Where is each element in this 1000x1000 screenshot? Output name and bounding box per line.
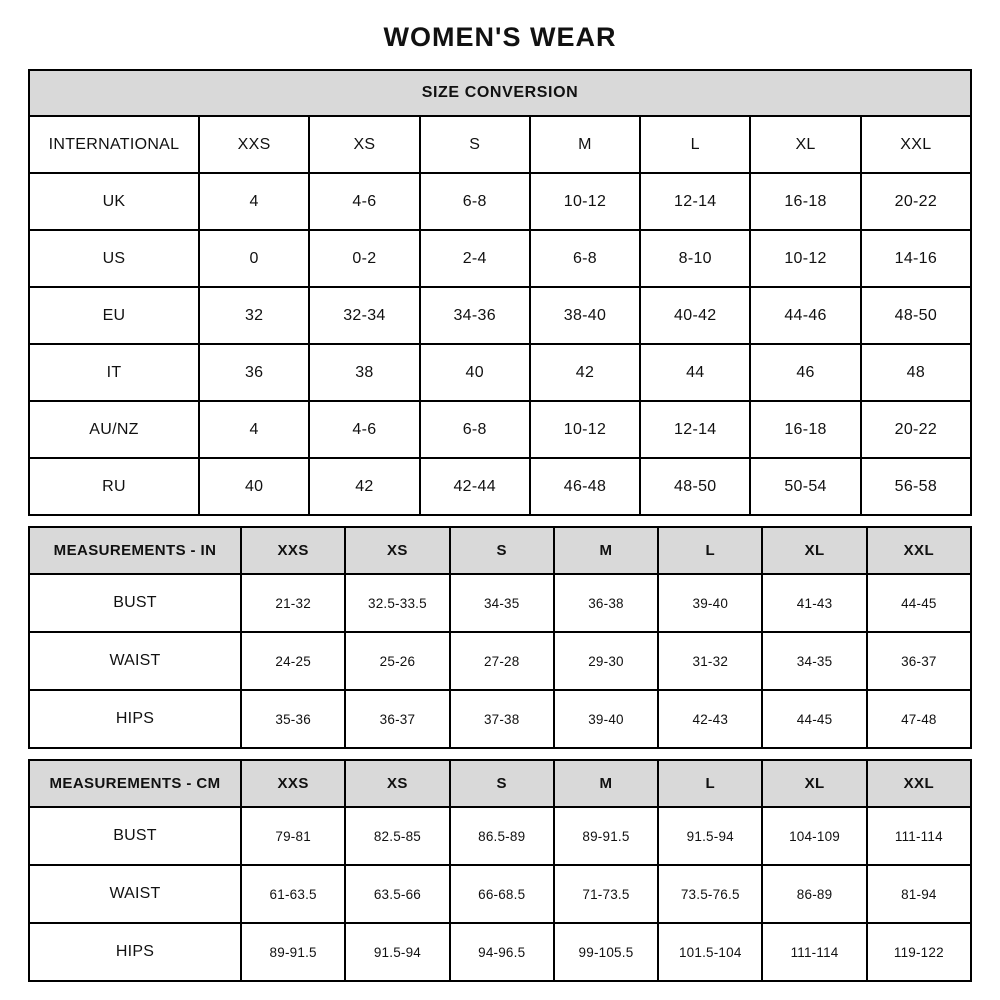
- size-header: XXS: [241, 760, 345, 807]
- measurement-cell: 39-40: [554, 690, 658, 748]
- size-cell: 38: [309, 344, 419, 401]
- size-cell: 46: [750, 344, 860, 401]
- size-cell: 32-34: [309, 287, 419, 344]
- measurement-cell: 24-25: [241, 632, 345, 690]
- size-cell: 42-44: [420, 458, 530, 515]
- size-header: XXS: [241, 527, 345, 574]
- size-cell: 36: [199, 344, 309, 401]
- measurement-cell: 34-35: [762, 632, 866, 690]
- measurement-cell: 89-91.5: [554, 807, 658, 865]
- table-row: [29, 173, 971, 230]
- size-cell: 16-18: [750, 401, 860, 458]
- table-row: [29, 807, 971, 865]
- size-header: M: [554, 527, 658, 574]
- size-cell: 4-6: [309, 173, 419, 230]
- size-cell: 8-10: [640, 230, 750, 287]
- size-header: L: [658, 527, 762, 574]
- measurement-cell: 71-73.5: [554, 865, 658, 923]
- size-cell: 6-8: [420, 401, 530, 458]
- measurement-cell: 36-37: [345, 690, 449, 748]
- measurements-in-title: MEASUREMENTS - IN: [29, 527, 241, 574]
- table-row: [29, 287, 971, 344]
- measurements-cm-header-row: [29, 760, 971, 807]
- size-cell: L: [640, 116, 750, 173]
- measurements-cm-table: [28, 759, 972, 982]
- measurement-cell: 82.5-85: [345, 807, 449, 865]
- size-cell: XS: [309, 116, 419, 173]
- table-row: [29, 865, 971, 923]
- measurement-cell: 61-63.5: [241, 865, 345, 923]
- measurement-cell: 99-105.5: [554, 923, 658, 981]
- measurement-cell: 91.5-94: [658, 807, 762, 865]
- measurement-cell: 34-35: [450, 574, 554, 632]
- size-cell: 40-42: [640, 287, 750, 344]
- measurement-cell: 47-48: [867, 690, 971, 748]
- measurement-cell: 39-40: [658, 574, 762, 632]
- row-label: BUST: [29, 807, 241, 865]
- measurement-cell: 73.5-76.5: [658, 865, 762, 923]
- measurement-cell: 32.5-33.5: [345, 574, 449, 632]
- measurement-cell: 94-96.5: [450, 923, 554, 981]
- size-conversion-title-row: [29, 70, 971, 116]
- size-cell: 6-8: [530, 230, 640, 287]
- measurement-cell: 111-114: [762, 923, 866, 981]
- row-label: WAIST: [29, 865, 241, 923]
- row-label: US: [29, 230, 199, 287]
- size-header: S: [450, 760, 554, 807]
- size-conversion-table: [28, 69, 972, 516]
- size-cell: 42: [309, 458, 419, 515]
- size-cell: 4-6: [309, 401, 419, 458]
- size-cell: S: [420, 116, 530, 173]
- measurement-cell: 101.5-104: [658, 923, 762, 981]
- table-row: [29, 230, 971, 287]
- size-cell: 10-12: [750, 230, 860, 287]
- measurement-cell: 44-45: [867, 574, 971, 632]
- size-cell: 48-50: [861, 287, 971, 344]
- measurement-cell: 37-38: [450, 690, 554, 748]
- size-cell: 34-36: [420, 287, 530, 344]
- table-row: [29, 632, 971, 690]
- size-cell: 56-58: [861, 458, 971, 515]
- size-cell: 12-14: [640, 173, 750, 230]
- table-row: [29, 574, 971, 632]
- measurement-cell: 29-30: [554, 632, 658, 690]
- size-cell: 6-8: [420, 173, 530, 230]
- size-cell: 10-12: [530, 401, 640, 458]
- size-header: XL: [762, 760, 866, 807]
- size-cell: XL: [750, 116, 860, 173]
- size-cell: 20-22: [861, 401, 971, 458]
- size-header: XXL: [867, 527, 971, 574]
- table-row: [29, 401, 971, 458]
- row-label: BUST: [29, 574, 241, 632]
- size-cell: 20-22: [861, 173, 971, 230]
- size-cell: 32: [199, 287, 309, 344]
- page-title: WOMEN'S WEAR: [383, 22, 617, 52]
- row-label: HIPS: [29, 923, 241, 981]
- size-cell: 40: [199, 458, 309, 515]
- measurement-cell: 79-81: [241, 807, 345, 865]
- measurement-cell: 66-68.5: [450, 865, 554, 923]
- measurement-cell: 119-122: [867, 923, 971, 981]
- table-row: [29, 690, 971, 748]
- size-cell: XXL: [861, 116, 971, 173]
- size-cell: 0-2: [309, 230, 419, 287]
- size-cell: 42: [530, 344, 640, 401]
- size-header: XS: [345, 760, 449, 807]
- measurement-cell: 44-45: [762, 690, 866, 748]
- size-header: XL: [762, 527, 866, 574]
- measurement-cell: 27-28: [450, 632, 554, 690]
- size-cell: 4: [199, 401, 309, 458]
- measurement-cell: 31-32: [658, 632, 762, 690]
- size-cell: M: [530, 116, 640, 173]
- measurement-cell: 42-43: [658, 690, 762, 748]
- measurement-cell: 21-32: [241, 574, 345, 632]
- row-label: HIPS: [29, 690, 241, 748]
- size-cell: 4: [199, 173, 309, 230]
- size-cell: 44: [640, 344, 750, 401]
- size-cell: 14-16: [861, 230, 971, 287]
- table-row: [29, 116, 971, 173]
- measurement-cell: 111-114: [867, 807, 971, 865]
- size-cell: 50-54: [750, 458, 860, 515]
- measurement-cell: 36-37: [867, 632, 971, 690]
- table-row: [29, 458, 971, 515]
- table-row: [29, 923, 971, 981]
- size-header: L: [658, 760, 762, 807]
- table-row: [29, 344, 971, 401]
- size-header: XXL: [867, 760, 971, 807]
- size-cell: 48-50: [640, 458, 750, 515]
- size-cell: 0: [199, 230, 309, 287]
- measurement-cell: 41-43: [762, 574, 866, 632]
- row-label: INTERNATIONAL: [29, 116, 199, 173]
- measurements-cm-title: MEASUREMENTS - CM: [29, 760, 241, 807]
- measurement-cell: 25-26: [345, 632, 449, 690]
- measurement-cell: 36-38: [554, 574, 658, 632]
- measurement-cell: 86-89: [762, 865, 866, 923]
- measurement-cell: 35-36: [241, 690, 345, 748]
- size-cell: 44-46: [750, 287, 860, 344]
- size-conversion-header: SIZE CONVERSION: [29, 70, 971, 116]
- measurements-in-table: [28, 526, 972, 749]
- measurement-cell: 104-109: [762, 807, 866, 865]
- size-header: M: [554, 760, 658, 807]
- size-cell: XXS: [199, 116, 309, 173]
- row-label: RU: [29, 458, 199, 515]
- measurements-in-header-row: [29, 527, 971, 574]
- size-cell: 12-14: [640, 401, 750, 458]
- size-header: S: [450, 527, 554, 574]
- measurement-cell: 63.5-66: [345, 865, 449, 923]
- size-cell: 46-48: [530, 458, 640, 515]
- row-label: WAIST: [29, 632, 241, 690]
- size-cell: 10-12: [530, 173, 640, 230]
- size-cell: 48: [861, 344, 971, 401]
- size-header: XS: [345, 527, 449, 574]
- row-label: IT: [29, 344, 199, 401]
- row-label: UK: [29, 173, 199, 230]
- size-cell: 40: [420, 344, 530, 401]
- measurement-cell: 91.5-94: [345, 923, 449, 981]
- size-cell: 16-18: [750, 173, 860, 230]
- measurement-cell: 86.5-89: [450, 807, 554, 865]
- size-cell: 2-4: [420, 230, 530, 287]
- size-cell: 38-40: [530, 287, 640, 344]
- measurement-cell: 89-91.5: [241, 923, 345, 981]
- measurement-cell: 81-94: [867, 865, 971, 923]
- row-label: AU/NZ: [29, 401, 199, 458]
- row-label: EU: [29, 287, 199, 344]
